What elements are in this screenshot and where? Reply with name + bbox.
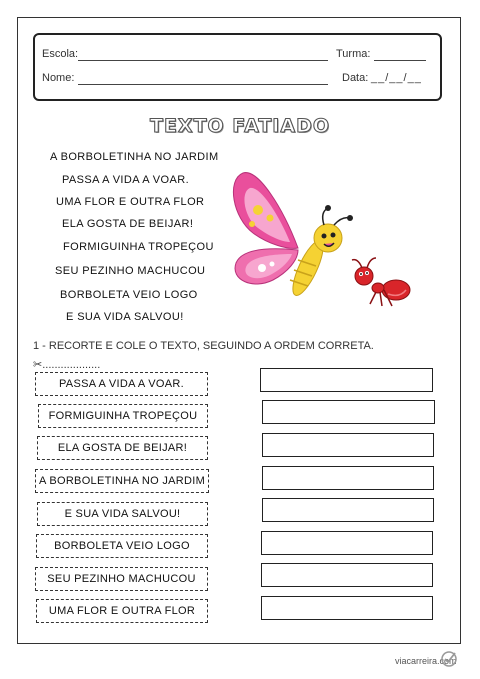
poem-line: BORBOLETA VEIO LOGO — [60, 289, 198, 301]
nome-field[interactable] — [78, 84, 328, 85]
answer-box[interactable] — [262, 466, 434, 490]
cut-guide — [33, 358, 100, 371]
answer-box[interactable] — [262, 400, 435, 424]
answer-box[interactable] — [260, 368, 433, 392]
brand-check-icon — [440, 650, 458, 668]
butterfly-illustration — [228, 168, 358, 303]
answer-box[interactable] — [261, 563, 433, 587]
answer-box[interactable] — [261, 596, 433, 620]
cut-strip[interactable]: FORMIGUINHA TROPEÇOU — [38, 404, 208, 428]
data-field[interactable]: __/__/__ — [371, 72, 422, 84]
footer-brand: viacarreira.com — [395, 656, 457, 666]
cut-strip[interactable]: ELA GOSTA DE BEIJAR! — [37, 436, 208, 460]
instruction-text: 1 - RECORTE E COLE O TEXTO, SEGUINDO A ORDEM CORRETA. — [33, 340, 374, 352]
escola-label: Escola: — [42, 48, 79, 60]
cut-strip[interactable]: UMA FLOR E OUTRA FLOR — [36, 599, 208, 623]
poem-line: FORMIGUINHA TROPEÇOU — [63, 241, 214, 253]
cut-dots: ................... — [42, 359, 101, 371]
worksheet-title: TEXTO FATIADO — [149, 115, 330, 137]
header-box — [33, 33, 442, 101]
answer-box[interactable] — [262, 433, 434, 457]
cut-strip[interactable]: PASSA A VIDA A VOAR. — [35, 372, 208, 396]
cut-strip[interactable]: SEU PEZINHO MACHUCOU — [35, 567, 208, 591]
answer-box[interactable] — [261, 531, 433, 555]
scissors-icon: ✂ — [33, 359, 43, 371]
turma-field[interactable] — [374, 60, 426, 61]
ant-illustration — [348, 254, 414, 310]
poem-line: PASSA A VIDA A VOAR. — [62, 174, 190, 186]
poem-line: UMA FLOR E OUTRA FLOR — [56, 196, 205, 208]
cut-strip[interactable]: E SUA VIDA SALVOU! — [37, 502, 208, 526]
cut-strip[interactable]: A BORBOLETINHA NO JARDIM — [35, 469, 209, 493]
poem-line: E SUA VIDA SALVOU! — [66, 311, 184, 323]
poem-line: ELA GOSTA DE BEIJAR! — [62, 218, 194, 230]
data-label: Data: — [342, 72, 369, 84]
answer-box[interactable] — [262, 498, 434, 522]
poem-line: SEU PEZINHO MACHUCOU — [55, 265, 206, 277]
poem-line: A BORBOLETINHA NO JARDIM — [50, 151, 219, 163]
cut-strip[interactable]: BORBOLETA VEIO LOGO — [36, 534, 208, 558]
nome-label: Nome: — [42, 72, 75, 84]
turma-label: Turma: — [336, 48, 371, 60]
escola-field[interactable] — [78, 60, 328, 61]
